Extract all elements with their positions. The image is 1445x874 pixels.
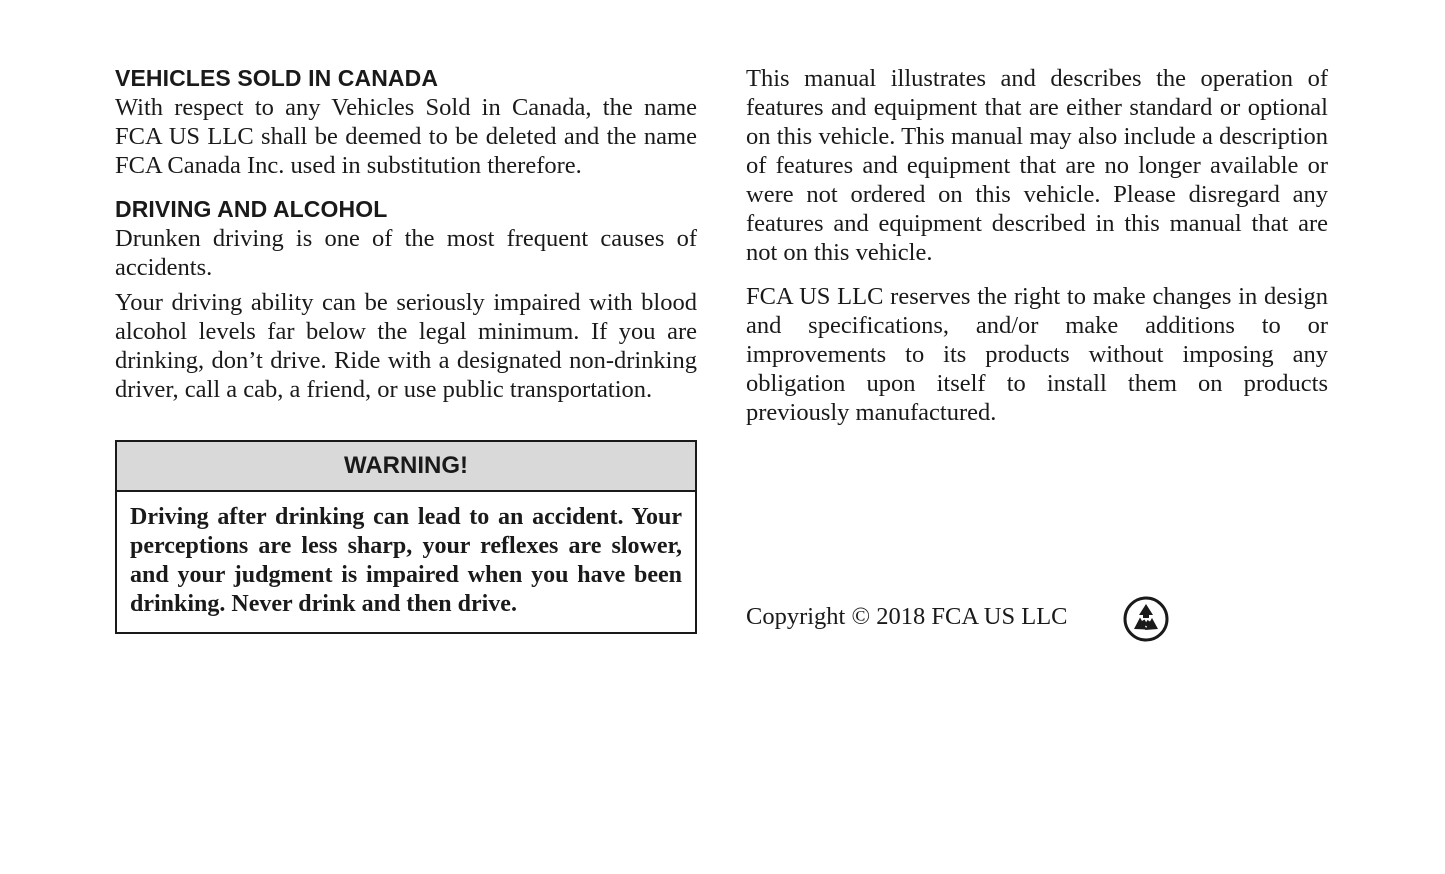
left-column	[115, 64, 697, 404]
recycle-icon	[1123, 596, 1169, 642]
paragraph-reserves-right: FCA US LLC reserves the right to make changes in design and specifications, and/or make additions to or improvements to its products without imposing any obligation upon itself to install them on products previously manufactured.	[746, 283, 1328, 426]
paragraph-manual-description: This manual illustrates and describes the operation of features and equipment that are either standard or optional on this vehicle. This manual may also include a description of features and equipment that are no longer available or were not ordered on this vehicle. Please disregard any features and equipment described in this manual that are not on this vehicle.	[746, 65, 1328, 266]
heading-vehicles-sold-in-canada: VEHICLES SOLD IN CANADA	[115, 65, 439, 91]
paragraph-drunken-driving: Drunken driving is one of the most frequent causes of accidents.	[115, 225, 697, 281]
paragraph-canada-notice: With respect to any Vehicles Sold in Canada, the name FCA US LLC shall be deemed to be deleted and the name FCA Canada Inc. used in substitution therefore.	[115, 94, 697, 179]
warning-box	[115, 440, 697, 634]
warning-title: WARNING!	[117, 442, 695, 492]
right-column	[746, 64, 1328, 427]
paragraph-driving-ability: Your driving ability can be seriously impaired with blood alcohol levels far below the legal minimum. If you are drinking, don’t drive. Ride with a designated non-drinking driver, call a cab, a friend, or use public transportation.	[115, 289, 697, 403]
copyright-row	[746, 600, 1068, 634]
heading-driving-and-alcohol: DRIVING AND ALCOHOL	[115, 196, 388, 222]
copyright-text: Copyright © 2018 FCA US LLC	[746, 603, 1068, 630]
warning-text: Driving after drinking can lead to an accident. Your perceptions are less sharp, your reflexes are slower, and your judgment is impaired when you have been drinking. Never drink and then drive.	[130, 504, 682, 617]
